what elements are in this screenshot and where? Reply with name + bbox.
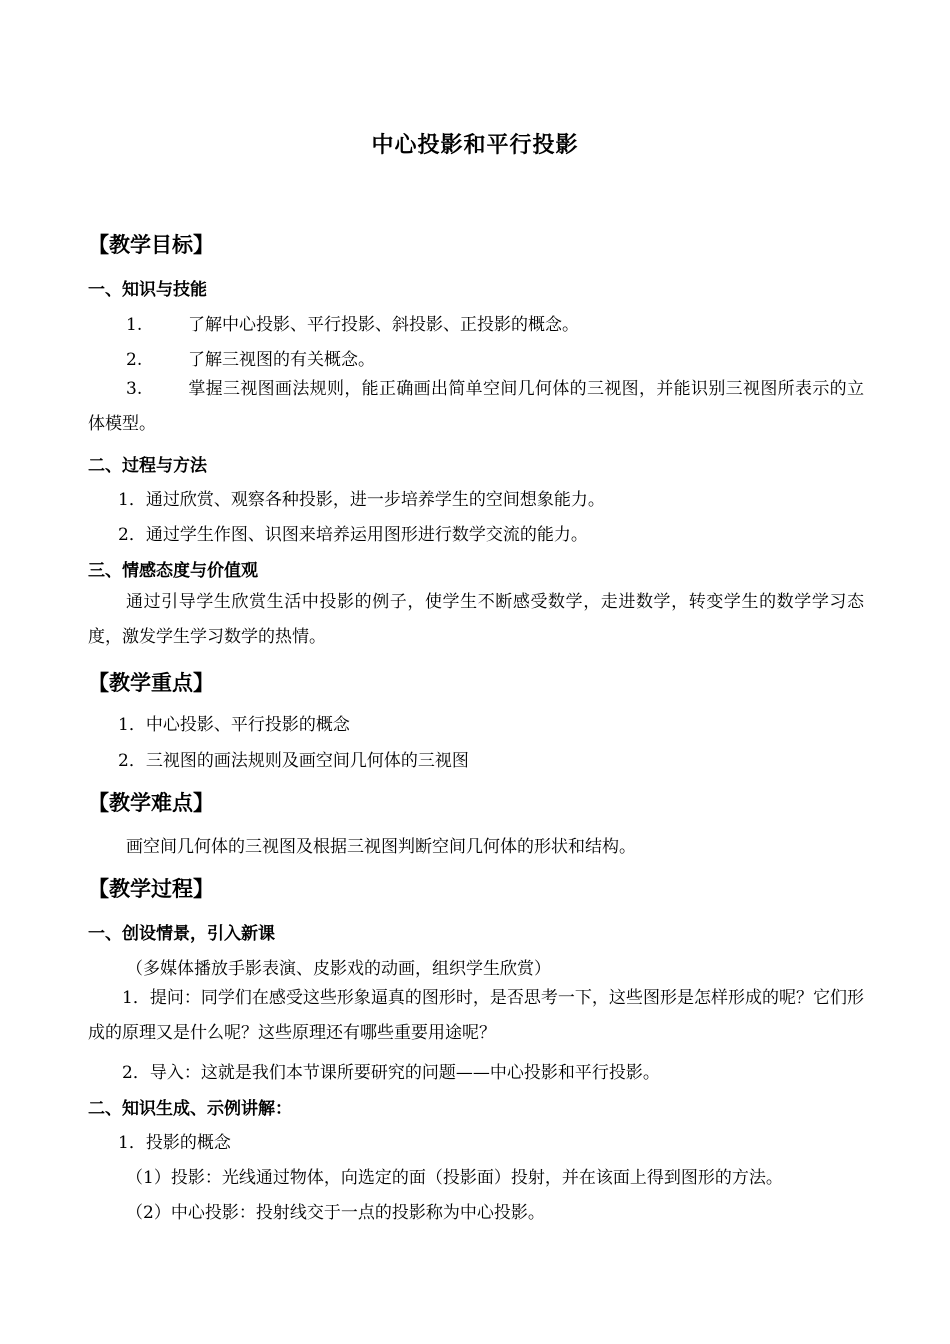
difficulties-paragraph: 画空间几何体的三视图及根据三视图判断空间几何体的形状和结构。 <box>126 837 636 857</box>
page-title: 中心投影和平行投影 <box>371 132 579 158</box>
list-item-text: 了解中心投影、平行投影、斜投影、正投影的概念。 <box>188 315 579 335</box>
part1-heading: 一、创设情景，引入新课 <box>88 924 275 944</box>
process-heading: 【教学过程】 <box>88 876 214 901</box>
part1-note: （多媒体播放手影表演、皮影戏的动画，组织学生欣赏） <box>126 959 551 979</box>
emotion-values-heading: 三、情感态度与价值观 <box>88 561 258 581</box>
part1-question: 1．提问：同学们在感受这些形象逼真的图形时，是否思考一下，这些图形是怎样形成的呢？它们形成的原理又是什么呢？这些原理还有哪些重要用途呢？ <box>88 988 864 1043</box>
process-methods-heading: 二、过程与方法 <box>88 456 207 476</box>
emotion-paragraph: 通过引导学生欣赏生活中投影的例子，使学生不断感受数学，走进数学，转变学生的数学学习态度，激发学生学习数学的热情。 <box>88 592 864 647</box>
list-item: 1．中心投影、平行投影的概念 <box>118 715 350 735</box>
difficulties-heading: 【教学难点】 <box>88 790 214 815</box>
definition-central-projection: （2）中心投影：投射线交于一点的投影称为中心投影。 <box>126 1203 545 1223</box>
part1-introduction: 2．导入：这就是我们本节课所要研究的问题——中心投影和平行投影。 <box>122 1063 660 1083</box>
list-item: 1．通过欣赏、观察各种投影，进一步培养学生的空间想象能力。 <box>118 490 605 510</box>
list-item <box>88 372 864 442</box>
knowledge-skills-heading: 一、知识与技能 <box>88 280 207 300</box>
list-item <box>126 310 579 335</box>
part2-heading: 二、知识生成、示例讲解： <box>88 1099 292 1119</box>
list-item: 1．投影的概念 <box>118 1133 231 1153</box>
list-item: 2．三视图的画法规则及画空间几何体的三视图 <box>118 751 469 771</box>
key-points-heading: 【教学重点】 <box>88 670 214 695</box>
objectives-heading: 【教学目标】 <box>88 232 214 257</box>
list-item <box>126 345 375 370</box>
list-item-number: 1. <box>126 315 143 335</box>
list-item-text: 掌握三视图画法规则，能正确画出简单空间几何体的三视图，并能识别三视图所表示的立体模型。 <box>88 379 864 434</box>
list-item: 2．通过学生作图、识图来培养运用图形进行数学交流的能力。 <box>118 525 588 545</box>
list-item-number: 3. <box>126 379 143 399</box>
list-item-number: 2. <box>126 350 143 370</box>
definition-projection: （1）投影：光线通过物体，向选定的面（投影面）投射，并在该面上得到图形的方法。 <box>126 1168 783 1188</box>
list-item-text: 了解三视图的有关概念。 <box>188 350 375 370</box>
